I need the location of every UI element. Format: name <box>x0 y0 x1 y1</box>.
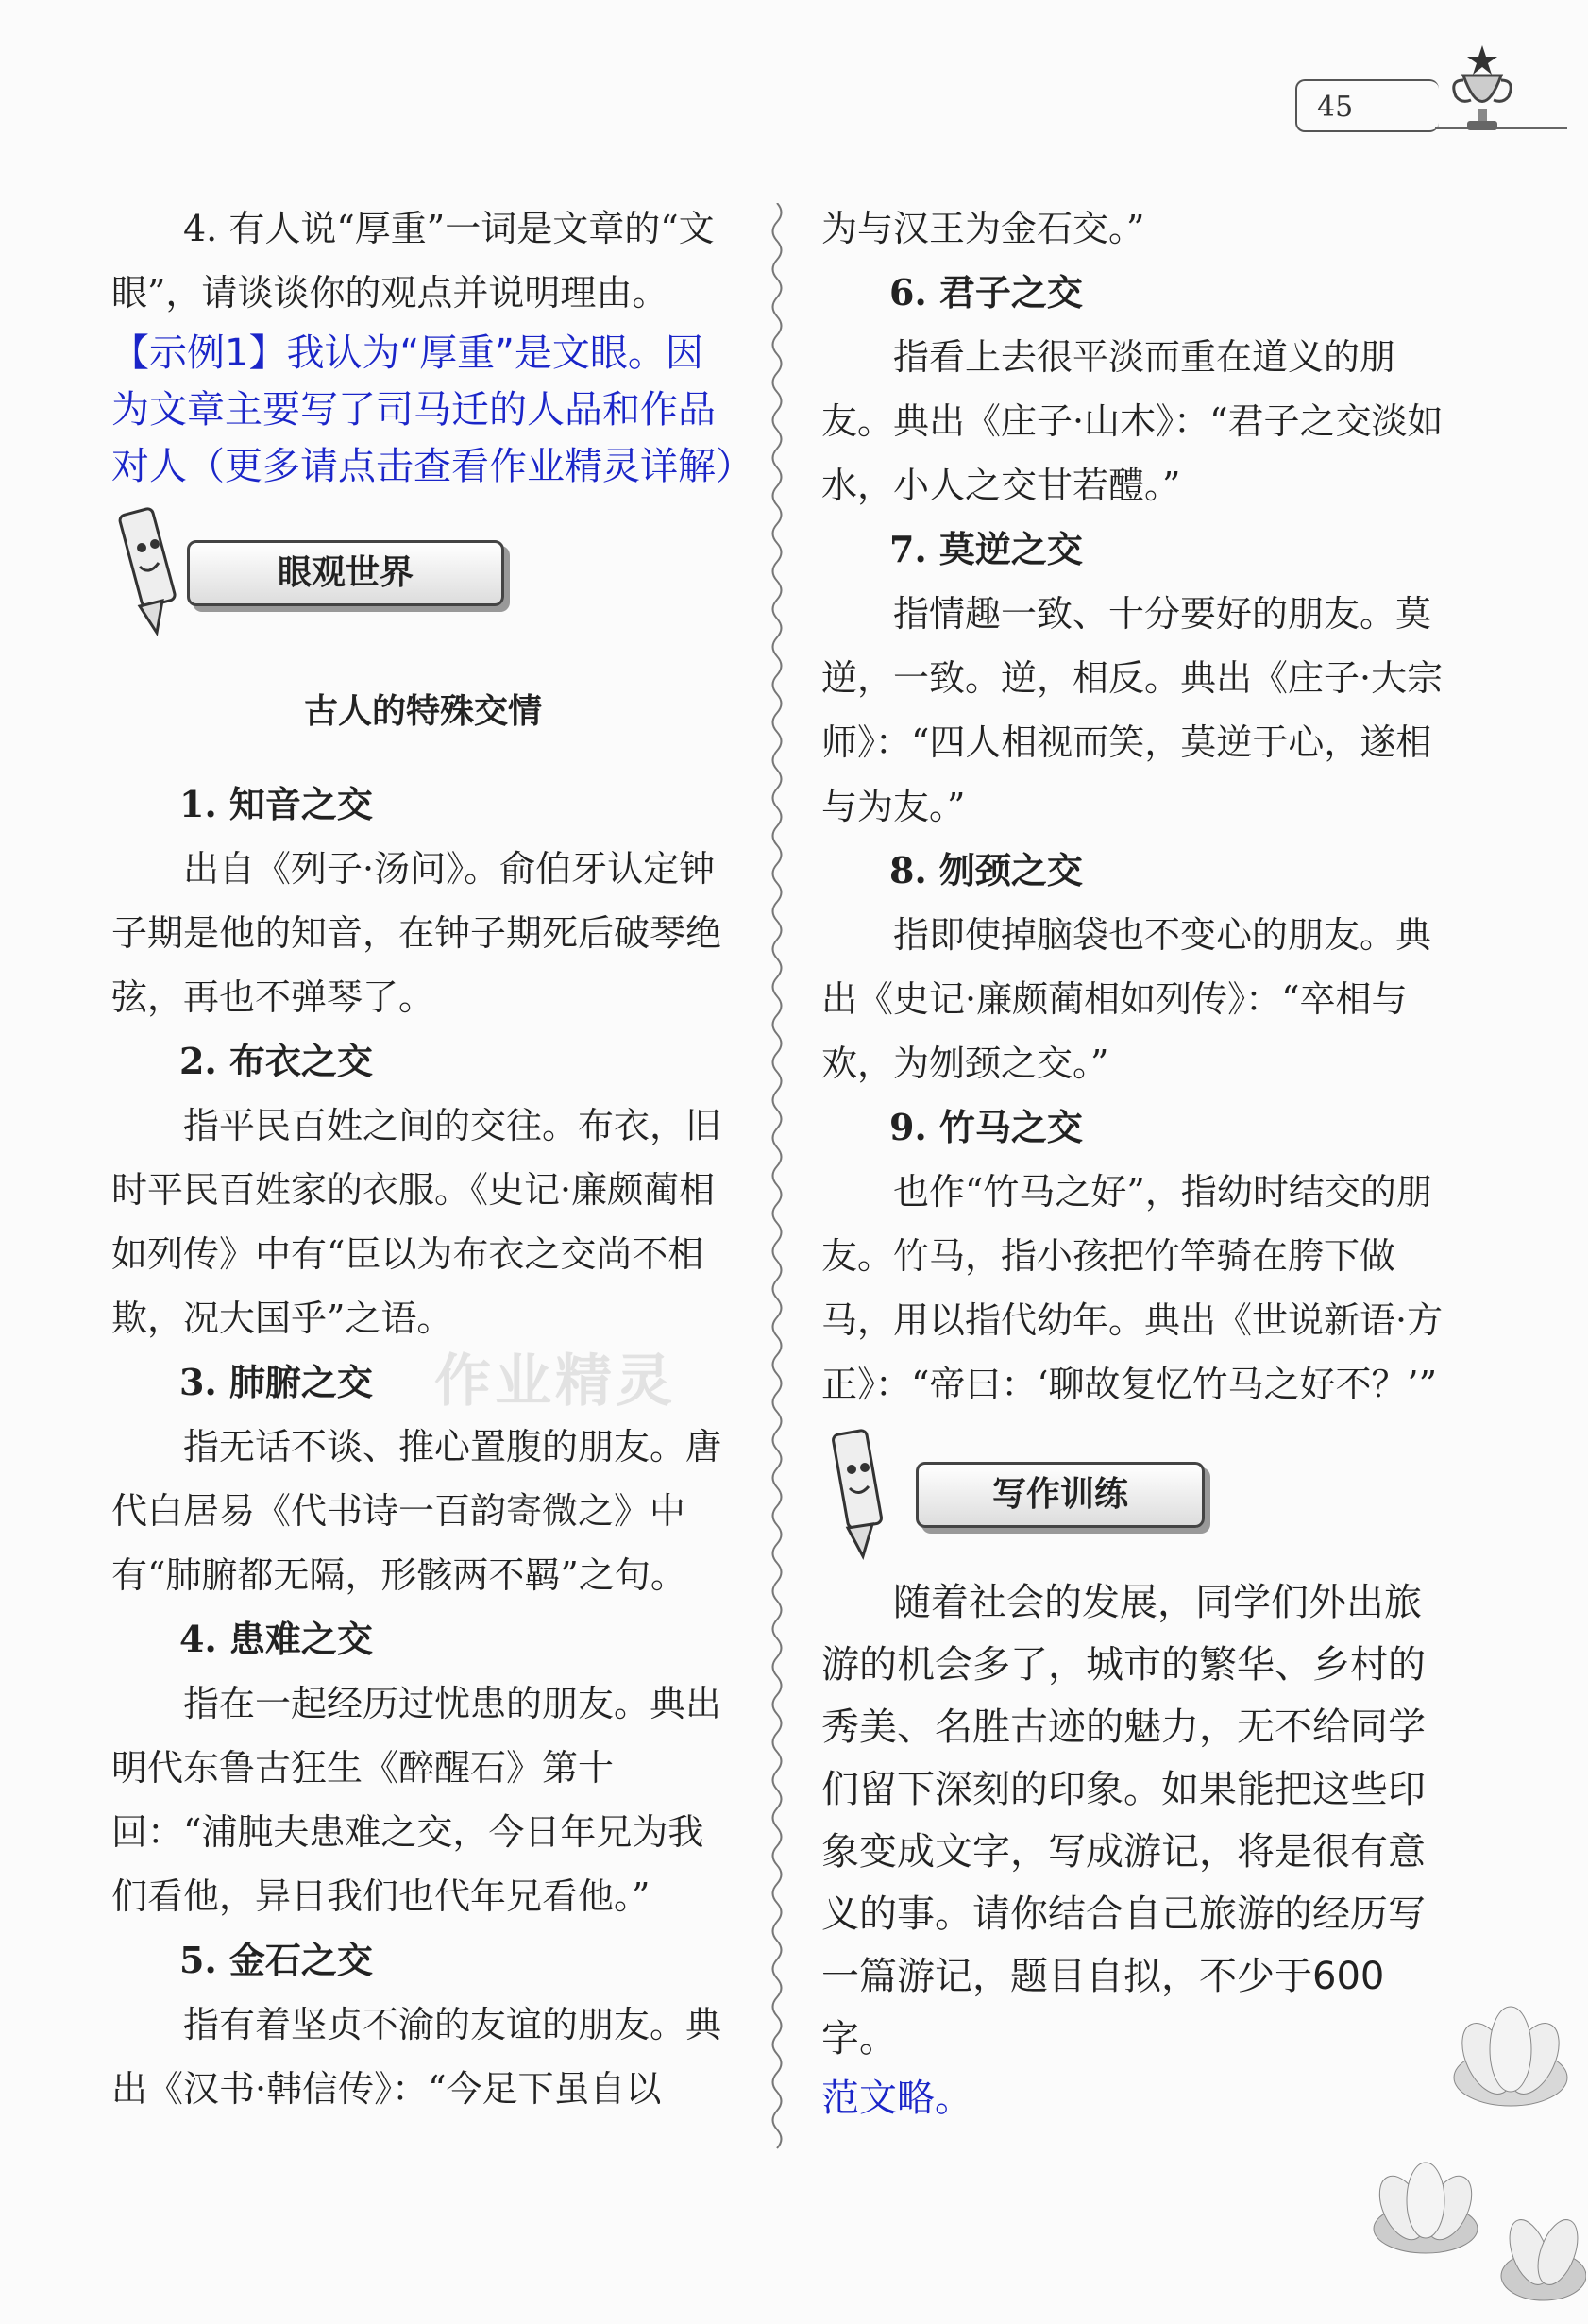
article-title: 古人的特殊交情 <box>303 692 542 731</box>
item-heading: 3. 肺腑之交 <box>179 1361 373 1403</box>
pencil-mascot-icon <box>111 500 187 642</box>
left-column <box>111 196 753 2121</box>
lotus-flower-icon <box>1492 2200 1586 2314</box>
item-heading: 9. 竹马之交 <box>889 1106 1083 1148</box>
item-body: 指有着坚贞不渝的友谊的朋友。典出《汉书·韩信传》：“今足下虽自以 <box>111 2004 722 2110</box>
section-label: 写作训练 <box>916 1462 1205 1528</box>
item-body: 也作“竹马之好”，指幼时结交的朋友。竹马，指小孩把竹竿骑在胯下做马，用以指代幼年。典出《世说新语·方正》：“帝曰：‘聊故复忆竹马之好不？’” <box>821 1171 1444 1405</box>
item-body: 出自《列子·汤问》。俞伯牙认定钟子期是他的知音，在钟子期死后破琴绝弦，再也不弹琴了。 <box>111 848 722 1018</box>
answer-link[interactable]: 【示例1】我认为“厚重”是文眼。因为文章主要写了司马迁的人品和作品对人（更多请点击查看作业精灵详解） <box>111 331 753 488</box>
lotus-flower-icon <box>1440 2002 1581 2125</box>
continuation-text: 为与汉王为金石交。” <box>821 208 1145 249</box>
writing-prompt: 随着社会的发展，同学们外出旅游的机会多了，城市的繁华、乡村的秀美、名胜古迹的魅力，无不给同学们留下深刻的印象。如果能把这些印象变成文字，写成游记，将是很有意义的事。请你结合自己旅游的经历写一篇游记，题目自拟，不少于600字。 <box>821 1581 1426 2061</box>
item-heading: 6. 君子之交 <box>889 271 1083 314</box>
pencil-mascot-icon <box>821 1422 897 1564</box>
item-heading: 1. 知音之交 <box>179 783 373 825</box>
header-rule <box>1435 127 1567 129</box>
item-heading: 4. 患难之交 <box>179 1618 373 1660</box>
section-banner-writing <box>821 1422 1454 1564</box>
item-body: 指在一起经历过忧患的朋友。典出明代东鲁古狂生《醉醒石》第十回：“浦肫夫患难之交，今日年兄为我们看他，异日我们也代年兄看他。” <box>111 1683 722 1917</box>
item-heading: 5. 金石之交 <box>179 1939 373 1981</box>
item-heading: 7. 莫逆之交 <box>889 528 1083 570</box>
item-body: 指看上去很平淡而重在道义的朋友。典出《庄子·山木》：“君子之交淡如水，小人之交甘若醴。” <box>821 336 1444 506</box>
item-body: 指平民百姓之间的交往。布衣，旧时平民百姓家的衣服。《史记·廉颇蔺相如列传》中有“臣以为布衣之交尚不相欺，况大国乎”之语。 <box>111 1105 722 1339</box>
item-heading: 8. 刎颈之交 <box>889 849 1083 891</box>
item-body: 指即使掉脑袋也不变心的朋友。典出《史记·廉颇蔺相如列传》：“卒相与欢，为刎颈之交。” <box>821 914 1432 1084</box>
item-body: 指无话不谈、推心置腹的朋友。唐代白居易《代书诗一百韵寄微之》中有“肺腑都无隔，形骸两不羁”之句。 <box>111 1426 722 1596</box>
lotus-flower-icon <box>1360 2153 1492 2266</box>
column-divider <box>767 203 787 2158</box>
right-column <box>821 196 1454 2127</box>
section-banner-eye <box>111 500 735 642</box>
item-body: 指情趣一致、十分要好的朋友。莫逆，一致。逆，相反。典出《庄子·大宗师》：“四人相视而笑，莫逆于心，遂相与为友。” <box>821 593 1444 827</box>
page-number: 45 <box>1317 91 1354 124</box>
question-text: 4. 有人说“厚重”一词是文章的“文眼”，请谈谈你的观点并说明理由。 <box>111 208 715 314</box>
writing-answer-link[interactable]: 范文略。 <box>821 2077 972 2120</box>
section-label: 眼观世界 <box>187 540 504 606</box>
item-heading: 2. 布衣之交 <box>179 1040 373 1082</box>
watermark: 作业精灵 <box>434 1349 676 1415</box>
